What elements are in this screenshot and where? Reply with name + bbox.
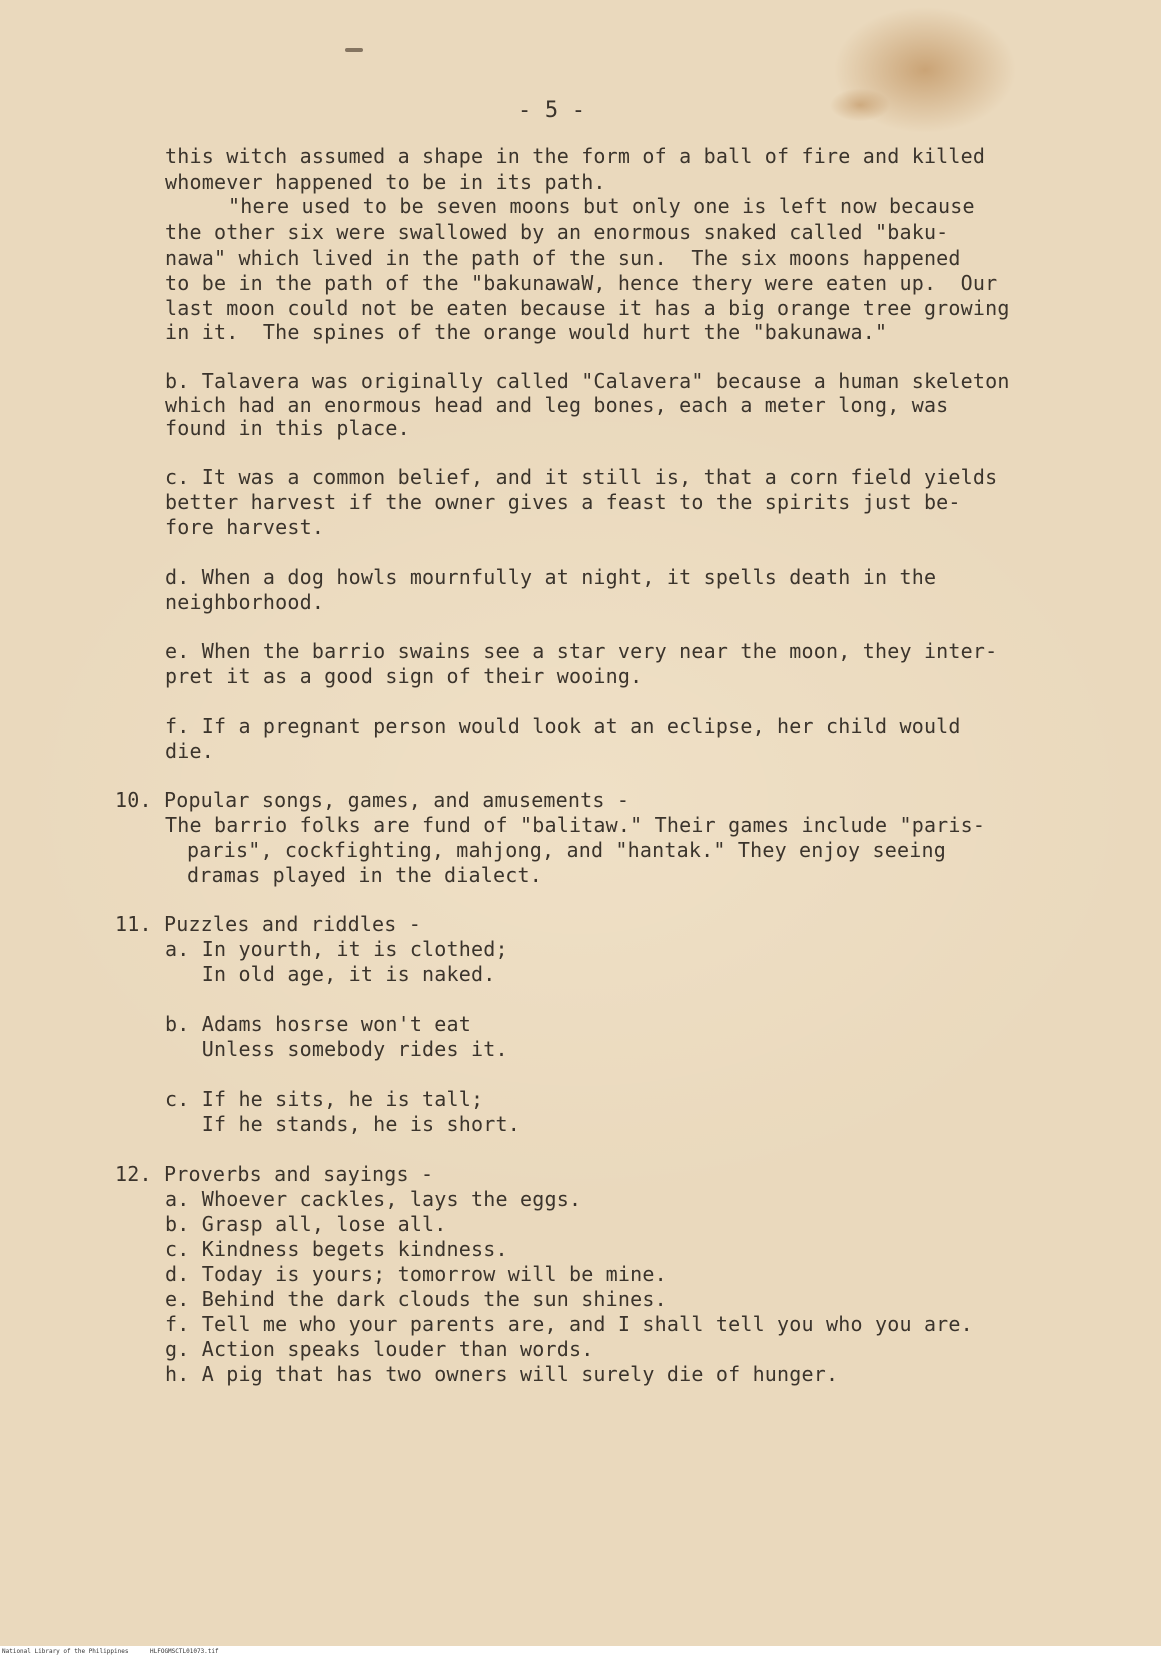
text-line: found in this place. [165, 416, 410, 440]
text-line: fore harvest. [165, 515, 325, 539]
proverb-item: f. Tell me who your parents are, and I shall tell you who you are. [165, 1312, 973, 1336]
text-line: f. If a pregnant person would look at an eclipse, her child would [165, 714, 961, 738]
text-line: b. Talavera was originally called "Calavera" because a human skeleton [165, 369, 1010, 393]
riddle-line: In old age, it is naked. [165, 962, 496, 986]
text-line: dramas played in the dialect. [187, 863, 542, 887]
text-line: e. When the barrio swains see a star very near the moon, they inter- [165, 639, 998, 663]
section-heading: 10. Popular songs, games, and amusements - [115, 788, 630, 812]
text-line: which had an enormous head and leg bones, each a meter long, was [165, 393, 949, 417]
proverb-item: h. A pig that has two owners will surely die of hunger. [165, 1362, 839, 1386]
proverb-item: g. Action speaks louder than words. [165, 1337, 594, 1361]
text-line: d. When a dog howls mournfully at night, it spells death in the [165, 565, 937, 589]
text-line: last moon could not be eaten because it has a big orange tree growing [165, 296, 1010, 320]
riddle-line: a. In yourth, it is clothed; [165, 937, 508, 961]
riddle-line: c. If he sits, he is tall; [165, 1087, 484, 1111]
proverb-item: a. Whoever cackles, lays the eggs. [165, 1187, 582, 1211]
ink-smudge [345, 48, 363, 52]
text-line: die. [165, 739, 214, 763]
proverb-item: b. Grasp all, lose all. [165, 1212, 447, 1236]
text-line: paris", cockfighting, mahjong, and "hantak." They enjoy seeing [187, 838, 946, 862]
text-line: "here used to be seven moons but only one is left now because [228, 194, 975, 218]
proverb-item: c. Kindness begets kindness. [165, 1237, 508, 1261]
riddle-line: Unless somebody rides it. [165, 1037, 508, 1061]
text-line: this witch assumed a shape in the form of a ball of fire and killed [165, 144, 986, 168]
text-line: nawa" which lived in the path of the sun. The six moons happened [165, 246, 961, 270]
text-line: better harvest if the owner gives a feast to the spirits just be- [165, 490, 961, 514]
section-heading: 11. Puzzles and riddles - [115, 912, 422, 936]
text-line: to be in the path of the "bakunawaW, hence thery were eaten up. Our [165, 271, 998, 295]
text-line: c. It was a common belief, and it still is, that a corn field yields [165, 465, 998, 489]
footer-library: National Library of the Philippines [2, 1648, 129, 1655]
riddle-line: b. Adams hosrse won't eat [165, 1012, 472, 1036]
page-number: - 5 - [518, 98, 586, 123]
text-line: pret it as a good sign of their wooing. [165, 664, 643, 688]
text-line: neighborhood. [165, 590, 325, 614]
footer-filename: HLFOGMSCTL01073.tif [150, 1648, 219, 1655]
section-heading: 12. Proverbs and sayings - [115, 1162, 434, 1186]
scan-footer [0, 1646, 1161, 1658]
proverb-item: e. Behind the dark clouds the sun shines. [165, 1287, 667, 1311]
text-line: the other six were swallowed by an enormous snaked called "baku- [165, 220, 949, 244]
text-line: in it. The spines of the orange would hurt the "bakunawa." [165, 320, 888, 344]
proverb-item: d. Today is yours; tomorrow will be mine. [165, 1262, 667, 1286]
text-line: whomever happened to be in its path. [165, 170, 606, 194]
text-line: The barrio folks are fund of "balitaw." Their games include "paris- [165, 813, 986, 837]
riddle-line: If he stands, he is short. [165, 1112, 520, 1136]
